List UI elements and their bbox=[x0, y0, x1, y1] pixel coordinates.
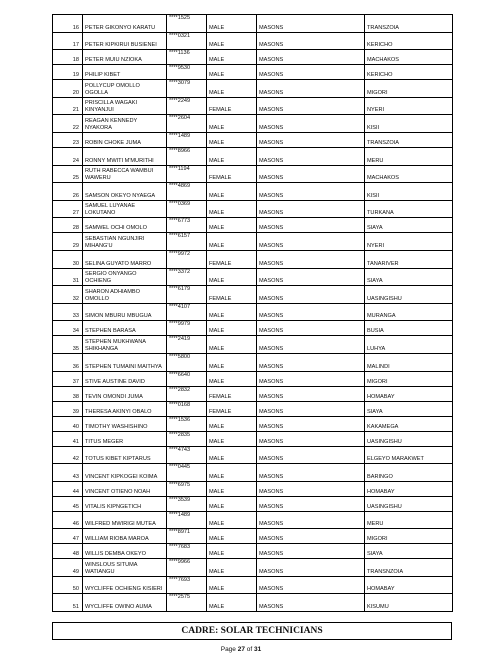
county-cell: SIAYA bbox=[365, 218, 453, 233]
table-row bbox=[53, 336, 453, 354]
table-row bbox=[53, 132, 453, 147]
county-cell: BUSIA bbox=[365, 321, 453, 336]
page-prefix: Page bbox=[220, 646, 238, 653]
trade-cell: MASONS bbox=[257, 97, 365, 115]
applicant-name-cell: ROBIN CHOKE JUMA bbox=[83, 132, 167, 147]
applicant-name-cell: SELINA GUYATO MARRO bbox=[83, 250, 167, 268]
county-cell: MALINDI bbox=[365, 353, 453, 371]
table-row bbox=[53, 200, 453, 218]
applicant-name-cell: PHILIP KIBET bbox=[83, 65, 167, 80]
applicants-table-body bbox=[53, 15, 453, 612]
id-number-cell: ****0445 bbox=[167, 464, 207, 482]
applicant-name-cell: TITUS MEGER bbox=[83, 431, 167, 446]
row-number-cell: 16 bbox=[53, 15, 83, 33]
gender-cell: MALE bbox=[207, 80, 257, 98]
row-number-cell: 43 bbox=[53, 464, 83, 482]
county-cell: BARINGO bbox=[365, 464, 453, 482]
gender-cell: MALE bbox=[207, 353, 257, 371]
id-number-cell: ****8966 bbox=[167, 147, 207, 165]
table-row bbox=[53, 416, 453, 431]
applicant-name-cell: STEPHEN TUMAINI MAITHYA bbox=[83, 353, 167, 371]
gender-cell: MALE bbox=[207, 464, 257, 482]
page-footer bbox=[0, 646, 482, 653]
table-row bbox=[53, 386, 453, 401]
trade-cell: MASONS bbox=[257, 65, 365, 80]
page-current: 27 bbox=[237, 646, 245, 653]
trade-cell: MASONS bbox=[257, 286, 365, 304]
id-number-cell: ****3079 bbox=[167, 80, 207, 98]
row-number-cell: 45 bbox=[53, 496, 83, 511]
trade-cell: MASONS bbox=[257, 446, 365, 464]
id-number-cell: ****6157 bbox=[167, 233, 207, 251]
gender-cell: FEMALE bbox=[207, 97, 257, 115]
trade-cell: MASONS bbox=[257, 218, 365, 233]
county-cell: HOMABAY bbox=[365, 481, 453, 496]
county-cell: NYERI bbox=[365, 97, 453, 115]
trade-cell: MASONS bbox=[257, 115, 365, 133]
id-number-cell: ****3539 bbox=[167, 496, 207, 511]
trade-cell: MASONS bbox=[257, 80, 365, 98]
id-number-cell: ****1525 bbox=[167, 15, 207, 33]
gender-cell: MALE bbox=[207, 268, 257, 286]
trade-cell: MASONS bbox=[257, 544, 365, 559]
row-number-cell: 19 bbox=[53, 65, 83, 80]
applicant-name-cell: WILLIAM RIOBA MAROA bbox=[83, 529, 167, 544]
gender-cell: MALE bbox=[207, 218, 257, 233]
row-number-cell: 44 bbox=[53, 481, 83, 496]
page-total: 31 bbox=[254, 646, 262, 653]
county-cell: TANARIVER bbox=[365, 250, 453, 268]
id-number-cell: ****1136 bbox=[167, 50, 207, 65]
gender-cell: MALE bbox=[207, 336, 257, 354]
id-number-cell: ****2835 bbox=[167, 431, 207, 446]
trade-cell: MASONS bbox=[257, 183, 365, 201]
row-number-cell: 28 bbox=[53, 218, 83, 233]
county-cell: MIGORI bbox=[365, 529, 453, 544]
trade-cell: MASONS bbox=[257, 481, 365, 496]
id-number-cell: ****1536 bbox=[167, 416, 207, 431]
row-number-cell: 32 bbox=[53, 286, 83, 304]
id-number-cell: ****1489 bbox=[167, 132, 207, 147]
table-row bbox=[53, 97, 453, 115]
trade-cell: MASONS bbox=[257, 200, 365, 218]
row-number-cell: 41 bbox=[53, 431, 83, 446]
row-number-cell: 46 bbox=[53, 511, 83, 529]
applicant-name-cell: PETER MUIU NZIOKA bbox=[83, 50, 167, 65]
gender-cell: FEMALE bbox=[207, 401, 257, 416]
table-row bbox=[53, 32, 453, 50]
id-number-cell: ****2249 bbox=[167, 97, 207, 115]
row-number-cell: 36 bbox=[53, 353, 83, 371]
trade-cell: MASONS bbox=[257, 511, 365, 529]
table-row bbox=[53, 218, 453, 233]
county-cell: TRANSNZOIA bbox=[365, 559, 453, 577]
trade-cell: MASONS bbox=[257, 559, 365, 577]
trade-cell: MASONS bbox=[257, 147, 365, 165]
table-row bbox=[53, 321, 453, 336]
gender-cell: MALE bbox=[207, 496, 257, 511]
county-cell: ELGEYO MARAKWET bbox=[365, 446, 453, 464]
row-number-cell: 20 bbox=[53, 80, 83, 98]
gender-cell: MALE bbox=[207, 32, 257, 50]
applicants-table-container bbox=[52, 14, 452, 612]
applicant-name-cell: PETER KIPKIRUI BUSIENEI bbox=[83, 32, 167, 50]
trade-cell: MASONS bbox=[257, 496, 365, 511]
row-number-cell: 33 bbox=[53, 303, 83, 321]
trade-cell: MASONS bbox=[257, 15, 365, 33]
table-row bbox=[53, 529, 453, 544]
gender-cell: MALE bbox=[207, 147, 257, 165]
table-row bbox=[53, 371, 453, 386]
id-number-cell: ****2604 bbox=[167, 115, 207, 133]
table-row bbox=[53, 268, 453, 286]
applicant-name-cell: POLLYCUP OMOLLO OGOLLA bbox=[83, 80, 167, 98]
trade-cell: MASONS bbox=[257, 353, 365, 371]
county-cell: MIGORI bbox=[365, 80, 453, 98]
row-number-cell: 34 bbox=[53, 321, 83, 336]
applicant-name-cell: WILFRED MWIRIGI MUTEA bbox=[83, 511, 167, 529]
county-cell: SIAYA bbox=[365, 268, 453, 286]
applicant-name-cell: THERESA AKINYI OBALO bbox=[83, 401, 167, 416]
cadre-heading: CADRE: SOLAR TECHNICIANS bbox=[52, 622, 452, 640]
county-cell: UASINGISHU bbox=[365, 496, 453, 511]
county-cell: MIGORI bbox=[365, 371, 453, 386]
gender-cell: MALE bbox=[207, 321, 257, 336]
county-cell: KERICHO bbox=[365, 32, 453, 50]
row-number-cell: 17 bbox=[53, 32, 83, 50]
id-number-cell: ****4743 bbox=[167, 446, 207, 464]
trade-cell: MASONS bbox=[257, 303, 365, 321]
trade-cell: MASONS bbox=[257, 336, 365, 354]
applicant-name-cell: VINCENT KIPKOGEI KOIMA bbox=[83, 464, 167, 482]
table-row bbox=[53, 464, 453, 482]
id-number-cell: ****0168 bbox=[167, 401, 207, 416]
trade-cell: MASONS bbox=[257, 594, 365, 612]
id-number-cell: ****7683 bbox=[167, 544, 207, 559]
gender-cell: MALE bbox=[207, 15, 257, 33]
trade-cell: MASONS bbox=[257, 529, 365, 544]
id-number-cell: ****2575 bbox=[167, 594, 207, 612]
id-number-cell: ****0321 bbox=[167, 32, 207, 50]
row-number-cell: 26 bbox=[53, 183, 83, 201]
applicant-name-cell: SIMON MBURU MBUGUA bbox=[83, 303, 167, 321]
gender-cell: MALE bbox=[207, 576, 257, 594]
id-number-cell: ****6773 bbox=[167, 218, 207, 233]
id-number-cell: ****1194 bbox=[167, 165, 207, 183]
row-number-cell: 24 bbox=[53, 147, 83, 165]
id-number-cell: ****4869 bbox=[167, 183, 207, 201]
gender-cell: FEMALE bbox=[207, 386, 257, 401]
table-row bbox=[53, 576, 453, 594]
trade-cell: MASONS bbox=[257, 132, 365, 147]
county-cell: HOMABAY bbox=[365, 576, 453, 594]
gender-cell: MALE bbox=[207, 446, 257, 464]
county-cell: MACHAKOS bbox=[365, 165, 453, 183]
id-number-cell: ****7693 bbox=[167, 576, 207, 594]
table-row bbox=[53, 303, 453, 321]
county-cell: LUHYA bbox=[365, 336, 453, 354]
row-number-cell: 48 bbox=[53, 544, 83, 559]
county-cell: TRANSZOIA bbox=[365, 15, 453, 33]
table-row bbox=[53, 80, 453, 98]
gender-cell: MALE bbox=[207, 200, 257, 218]
row-number-cell: 25 bbox=[53, 165, 83, 183]
applicant-name-cell: WINSLOUS SITUMA WATIANGU bbox=[83, 559, 167, 577]
county-cell: KISUMU bbox=[365, 594, 453, 612]
table-row bbox=[53, 353, 453, 371]
applicant-name-cell: TOTUS KIBET KIPTARUS bbox=[83, 446, 167, 464]
trade-cell: MASONS bbox=[257, 386, 365, 401]
trade-cell: MASONS bbox=[257, 250, 365, 268]
table-row bbox=[53, 115, 453, 133]
county-cell: MACHAKOS bbox=[365, 50, 453, 65]
applicant-name-cell: SERGIO ONYANGO OCHIENG bbox=[83, 268, 167, 286]
applicant-name-cell: REAGAN KENNEDY NYAKORA bbox=[83, 115, 167, 133]
table-row bbox=[53, 496, 453, 511]
applicant-name-cell: SHARON ADHIAMBO OMOLLO bbox=[83, 286, 167, 304]
county-cell: SIAYA bbox=[365, 401, 453, 416]
applicant-name-cell: SEBASTIAN NGUNJIRI MIHANG'U bbox=[83, 233, 167, 251]
applicant-name-cell: SAMWEL OCHI OMOLO bbox=[83, 218, 167, 233]
row-number-cell: 31 bbox=[53, 268, 83, 286]
applicant-name-cell: STIVE AUSTINE DAVID bbox=[83, 371, 167, 386]
row-number-cell: 18 bbox=[53, 50, 83, 65]
id-number-cell: ****9972 bbox=[167, 250, 207, 268]
trade-cell: MASONS bbox=[257, 268, 365, 286]
table-row bbox=[53, 65, 453, 80]
applicant-name-cell: PRISCILLA WAGAKI KINYANJUI bbox=[83, 97, 167, 115]
county-cell: KAKAMEGA bbox=[365, 416, 453, 431]
table-row bbox=[53, 431, 453, 446]
table-row bbox=[53, 511, 453, 529]
gender-cell: FEMALE bbox=[207, 250, 257, 268]
id-number-cell: ****1489 bbox=[167, 511, 207, 529]
gender-cell: MALE bbox=[207, 371, 257, 386]
trade-cell: MASONS bbox=[257, 416, 365, 431]
applicant-name-cell: VITALIS KIPNGETICH bbox=[83, 496, 167, 511]
table-row bbox=[53, 147, 453, 165]
trade-cell: MASONS bbox=[257, 233, 365, 251]
applicant-name-cell: PETER GIKONYO KARATU bbox=[83, 15, 167, 33]
table-row bbox=[53, 401, 453, 416]
gender-cell: MALE bbox=[207, 416, 257, 431]
county-cell: KISII bbox=[365, 115, 453, 133]
table-row bbox=[53, 446, 453, 464]
gender-cell: MALE bbox=[207, 544, 257, 559]
id-number-cell: ****2419 bbox=[167, 336, 207, 354]
trade-cell: MASONS bbox=[257, 464, 365, 482]
gender-cell: MALE bbox=[207, 594, 257, 612]
gender-cell: MALE bbox=[207, 183, 257, 201]
row-number-cell: 42 bbox=[53, 446, 83, 464]
id-number-cell: ****2832 bbox=[167, 386, 207, 401]
gender-cell: MALE bbox=[207, 431, 257, 446]
table-row bbox=[53, 50, 453, 65]
table-row bbox=[53, 183, 453, 201]
trade-cell: MASONS bbox=[257, 32, 365, 50]
trade-cell: MASONS bbox=[257, 165, 365, 183]
applicant-name-cell: SAMUEL LUYANAE LOKUTANO bbox=[83, 200, 167, 218]
county-cell: KISII bbox=[365, 183, 453, 201]
table-row bbox=[53, 544, 453, 559]
county-cell: UASINGISHU bbox=[365, 286, 453, 304]
gender-cell: MALE bbox=[207, 529, 257, 544]
id-number-cell: ****6975 bbox=[167, 481, 207, 496]
id-number-cell: ****9979 bbox=[167, 321, 207, 336]
county-cell: MERU bbox=[365, 147, 453, 165]
county-cell: KERICHO bbox=[365, 65, 453, 80]
id-number-cell: ****4107 bbox=[167, 303, 207, 321]
table-row bbox=[53, 15, 453, 33]
row-number-cell: 39 bbox=[53, 401, 83, 416]
table-row bbox=[53, 165, 453, 183]
gender-cell: FEMALE bbox=[207, 165, 257, 183]
trade-cell: MASONS bbox=[257, 401, 365, 416]
table-row bbox=[53, 233, 453, 251]
county-cell: TRANSZOIA bbox=[365, 132, 453, 147]
page-middle: of bbox=[244, 646, 255, 653]
applicant-name-cell: RUTH RABECCA WAMBUI WAWERU bbox=[83, 165, 167, 183]
applicant-name-cell: WYCLIFFE OCHIENG KISIERI bbox=[83, 576, 167, 594]
trade-cell: MASONS bbox=[257, 50, 365, 65]
gender-cell: MALE bbox=[207, 511, 257, 529]
applicant-name-cell: SAMSON OKEYO NYAEGA bbox=[83, 183, 167, 201]
row-number-cell: 51 bbox=[53, 594, 83, 612]
table-row bbox=[53, 481, 453, 496]
table-row bbox=[53, 286, 453, 304]
trade-cell: MASONS bbox=[257, 431, 365, 446]
applicants-table bbox=[52, 14, 453, 612]
row-number-cell: 49 bbox=[53, 559, 83, 577]
applicant-name-cell: TIMOTHY WASHISHINO bbox=[83, 416, 167, 431]
county-cell: NYERI bbox=[365, 233, 453, 251]
gender-cell: MALE bbox=[207, 132, 257, 147]
id-number-cell: ****5800 bbox=[167, 353, 207, 371]
id-number-cell: ****0369 bbox=[167, 200, 207, 218]
id-number-cell: ****6179 bbox=[167, 286, 207, 304]
gender-cell: MALE bbox=[207, 481, 257, 496]
trade-cell: MASONS bbox=[257, 321, 365, 336]
county-cell: MERU bbox=[365, 511, 453, 529]
county-cell: TURKANA bbox=[365, 200, 453, 218]
applicant-name-cell: VINCENT OTIENO NOAH bbox=[83, 481, 167, 496]
county-cell: UASINGISHU bbox=[365, 431, 453, 446]
row-number-cell: 38 bbox=[53, 386, 83, 401]
row-number-cell: 50 bbox=[53, 576, 83, 594]
gender-cell: MALE bbox=[207, 50, 257, 65]
applicant-name-cell: WYCLIFFE OWINO AUMA bbox=[83, 594, 167, 612]
county-cell: MURANGA bbox=[365, 303, 453, 321]
gender-cell: MALE bbox=[207, 65, 257, 80]
county-cell: SIAYA bbox=[365, 544, 453, 559]
applicant-name-cell: STEPHEN MUKHWANA SHIKHANGA bbox=[83, 336, 167, 354]
row-number-cell: 22 bbox=[53, 115, 83, 133]
applicant-name-cell: TEVIN OMONDI JUMA bbox=[83, 386, 167, 401]
table-row bbox=[53, 250, 453, 268]
row-number-cell: 40 bbox=[53, 416, 83, 431]
applicant-name-cell: WILLIS DEMBA OKEYO bbox=[83, 544, 167, 559]
gender-cell: MALE bbox=[207, 233, 257, 251]
row-number-cell: 21 bbox=[53, 97, 83, 115]
id-number-cell: ****6640 bbox=[167, 371, 207, 386]
table-row bbox=[53, 594, 453, 612]
id-number-cell: ****9530 bbox=[167, 65, 207, 80]
trade-cell: MASONS bbox=[257, 576, 365, 594]
id-number-cell: ****8971 bbox=[167, 529, 207, 544]
applicant-name-cell: RONNY MWITI M'MURITHI bbox=[83, 147, 167, 165]
gender-cell: MALE bbox=[207, 559, 257, 577]
gender-cell: FEMALE bbox=[207, 286, 257, 304]
county-cell: HOMABAY bbox=[365, 386, 453, 401]
trade-cell: MASONS bbox=[257, 371, 365, 386]
id-number-cell: ****9966 bbox=[167, 559, 207, 577]
row-number-cell: 23 bbox=[53, 132, 83, 147]
table-row bbox=[53, 559, 453, 577]
id-number-cell: ****3372 bbox=[167, 268, 207, 286]
row-number-cell: 27 bbox=[53, 200, 83, 218]
gender-cell: MALE bbox=[207, 115, 257, 133]
row-number-cell: 47 bbox=[53, 529, 83, 544]
applicant-name-cell: STEPHEN BARASA bbox=[83, 321, 167, 336]
row-number-cell: 29 bbox=[53, 233, 83, 251]
row-number-cell: 37 bbox=[53, 371, 83, 386]
row-number-cell: 30 bbox=[53, 250, 83, 268]
row-number-cell: 35 bbox=[53, 336, 83, 354]
gender-cell: MALE bbox=[207, 303, 257, 321]
